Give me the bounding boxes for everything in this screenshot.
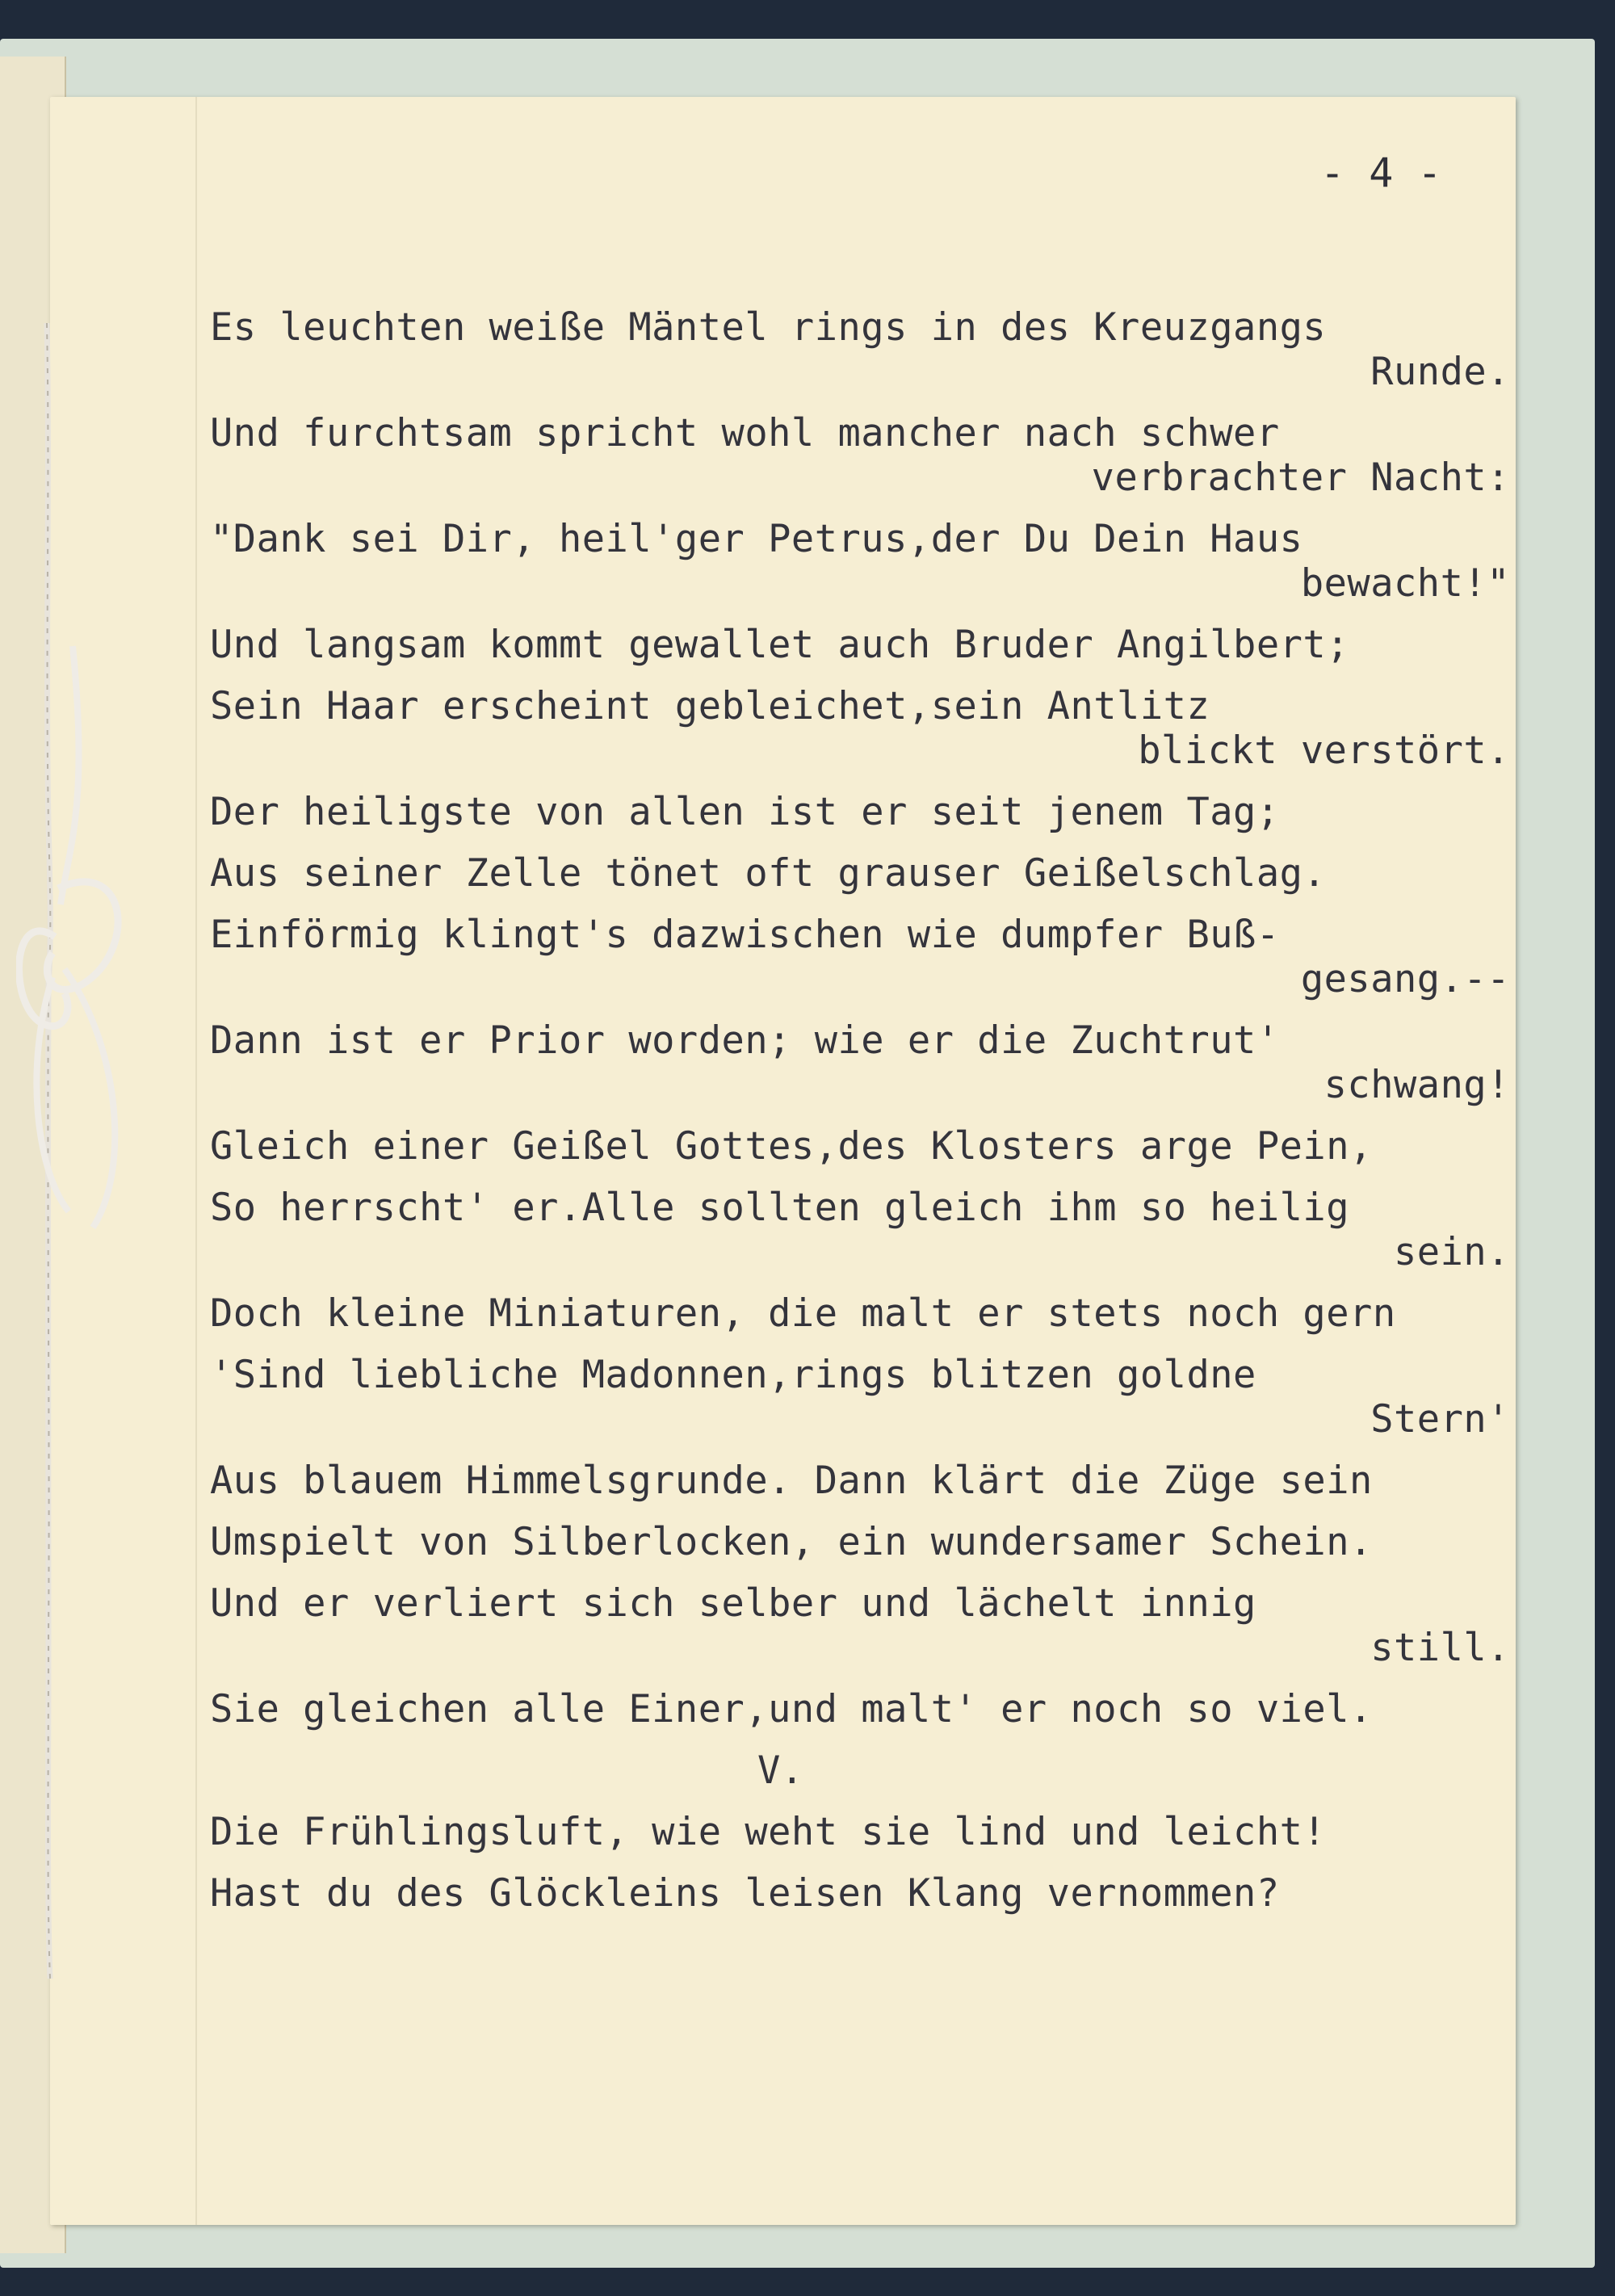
text-line: Doch kleine Miniaturen, die malt er stets noch gern [210,1291,1396,1336]
text-line: So herrscht' er.Alle sollten gleich ihm so heilig [210,1186,1350,1230]
text-line: Sein Haar erscheint gebleichet,sein Antlitz [210,684,1210,728]
text-line: Gleich einer Geißel Gottes,des Klosters arge Pein, [210,1124,1373,1169]
text-line: Umspielt von Silberlocken, ein wundersamer Schein. [210,1520,1373,1564]
text-line: Hast du des Glöckleins leisen Klang vernommen? [210,1871,1280,1916]
text-line: blickt verstört. [1138,728,1510,773]
text-line: Runde. [1370,350,1510,394]
text-line: Sie gleichen alle Einer,und malt' er noch so viel. [210,1687,1373,1731]
text-line: Und er verliert sich selber und lächelt innig [210,1581,1256,1626]
text-line: Der heiligste von allen ist er seit jenem Tag; [210,790,1280,834]
text-line: Aus blauem Himmelsgrunde. Dann klärt die Züge sein [210,1459,1373,1503]
text-line: bewacht!" [1300,561,1510,606]
paper-crease [195,97,197,2225]
binding-string-icon [16,323,137,1979]
text-line: gesang.-- [1300,957,1510,1001]
text-line: Und furchtsam spricht wohl mancher nach schwer [210,411,1280,455]
text-line: Und langsam kommt gewallet auch Bruder Angilbert; [210,623,1350,667]
text-line: Stern' [1370,1397,1510,1442]
text-line: Die Frühlingsluft, wie weht sie lind und leicht! [210,1810,1327,1854]
text-line: 'Sind liebliche Madonnen,rings blitzen goldne [210,1353,1256,1397]
text-line: schwang! [1323,1063,1510,1107]
page-number: - 4 - [1320,149,1442,196]
text-line: Einförmig klingt's dazwischen wie dumpfer Buß- [210,913,1280,957]
text-line: Es leuchten weiße Mäntel rings in des Kreuzgangs [210,305,1327,350]
text-line: "Dank sei Dir, heil'ger Petrus,der Du Dein Haus [210,517,1303,561]
text-line: Dann ist er Prior worden; wie er die Zuchtrut' [210,1018,1280,1063]
text-line: verbrachter Nacht: [1091,455,1510,500]
text-line: Aus seiner Zelle tönet oft grauser Geißelschlag. [210,851,1327,896]
text-line: sein. [1394,1230,1510,1274]
text-line: still. [1370,1626,1510,1670]
section-heading: V. [757,1748,804,1793]
poem-text [210,305,1510,1916]
